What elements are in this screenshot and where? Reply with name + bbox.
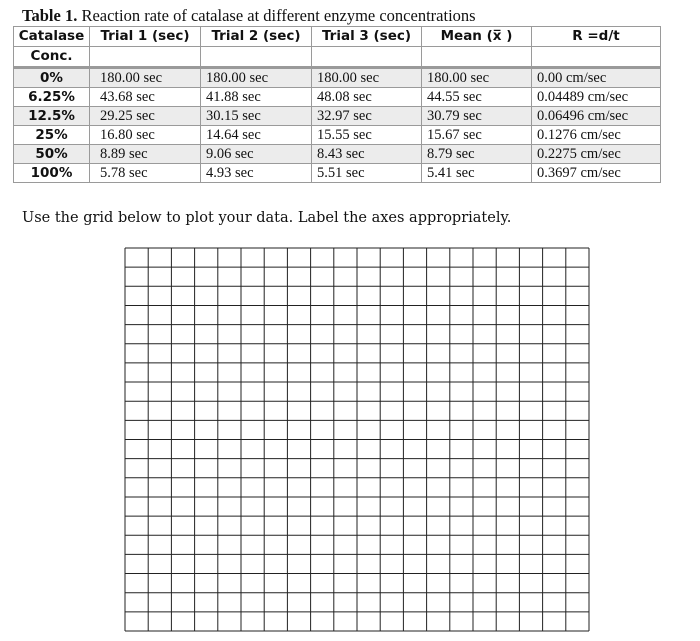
graph-grid-lines: [124, 247, 590, 632]
table-row: [14, 164, 661, 183]
table-caption-text: Reaction rate of catalase at different enzyme concentrations: [77, 6, 476, 25]
cell-mean: 44.55 sec: [422, 88, 532, 107]
header-blank: [312, 47, 422, 68]
cell-trial-1: 5.78 sec: [90, 164, 201, 183]
cell-trial-3: 8.43 sec: [312, 145, 422, 164]
header-blank: [201, 47, 312, 68]
header-mean: Mean (x̅ ): [422, 27, 532, 47]
data-table: [13, 26, 661, 183]
table-row: [14, 126, 661, 145]
cell-trial-2: 9.06 sec: [201, 145, 312, 164]
cell-trial-1: 180.00 sec: [90, 68, 201, 88]
cell-mean: 180.00 sec: [422, 68, 532, 88]
instruction-text: Use the grid below to plot your data. Label the axes appropriately.: [22, 210, 512, 226]
table-row: [14, 68, 661, 88]
cell-rate: 0.1276 cm/sec: [532, 126, 661, 145]
header-trial-3: Trial 3 (sec): [312, 27, 422, 47]
cell-rate: 0.04489 cm/sec: [532, 88, 661, 107]
header-rate: R =d/t: [532, 27, 661, 47]
table-row: [14, 145, 661, 164]
table-body: [14, 68, 661, 183]
header-conc: Catalase: [14, 27, 90, 47]
header-trial-2: Trial 2 (sec): [201, 27, 312, 47]
table-caption: [22, 6, 476, 26]
header-trial-1: Trial 1 (sec): [90, 27, 201, 47]
cell-trial-3: 5.51 sec: [312, 164, 422, 183]
header-conc-line-2: Conc.: [14, 47, 90, 68]
cell-conc: 0%: [14, 68, 90, 88]
table-caption-label: Table 1.: [22, 6, 78, 25]
cell-conc: 6.25%: [14, 88, 90, 107]
cell-conc: 50%: [14, 145, 90, 164]
table-row: [14, 107, 661, 126]
cell-rate: 0.06496 cm/sec: [532, 107, 661, 126]
cell-trial-1: 29.25 sec: [90, 107, 201, 126]
cell-trial-1: 16.80 sec: [90, 126, 201, 145]
cell-conc: 100%: [14, 164, 90, 183]
header-blank: [422, 47, 532, 68]
cell-rate: 0.2275 cm/sec: [532, 145, 661, 164]
cell-trial-3: 48.08 sec: [312, 88, 422, 107]
cell-trial-2: 14.64 sec: [201, 126, 312, 145]
cell-trial-2: 180.00 sec: [201, 68, 312, 88]
cell-trial-1: 8.89 sec: [90, 145, 201, 164]
cell-mean: 8.79 sec: [422, 145, 532, 164]
table-row: [14, 88, 661, 107]
cell-trial-2: 41.88 sec: [201, 88, 312, 107]
header-blank: [90, 47, 201, 68]
table-header-row: [14, 27, 661, 47]
cell-mean: 5.41 sec: [422, 164, 532, 183]
cell-trial-1: 43.68 sec: [90, 88, 201, 107]
cell-rate: 0.3697 cm/sec: [532, 164, 661, 183]
table-header-row-2: [14, 47, 661, 68]
cell-trial-3: 32.97 sec: [312, 107, 422, 126]
cell-trial-2: 30.15 sec: [201, 107, 312, 126]
cell-conc: 12.5%: [14, 107, 90, 126]
cell-trial-3: 180.00 sec: [312, 68, 422, 88]
cell-trial-3: 15.55 sec: [312, 126, 422, 145]
cell-mean: 30.79 sec: [422, 107, 532, 126]
cell-rate: 0.00 cm/sec: [532, 68, 661, 88]
graph-grid: [124, 247, 590, 637]
cell-trial-2: 4.93 sec: [201, 164, 312, 183]
cell-conc: 25%: [14, 126, 90, 145]
header-blank: [532, 47, 661, 68]
cell-mean: 15.67 sec: [422, 126, 532, 145]
